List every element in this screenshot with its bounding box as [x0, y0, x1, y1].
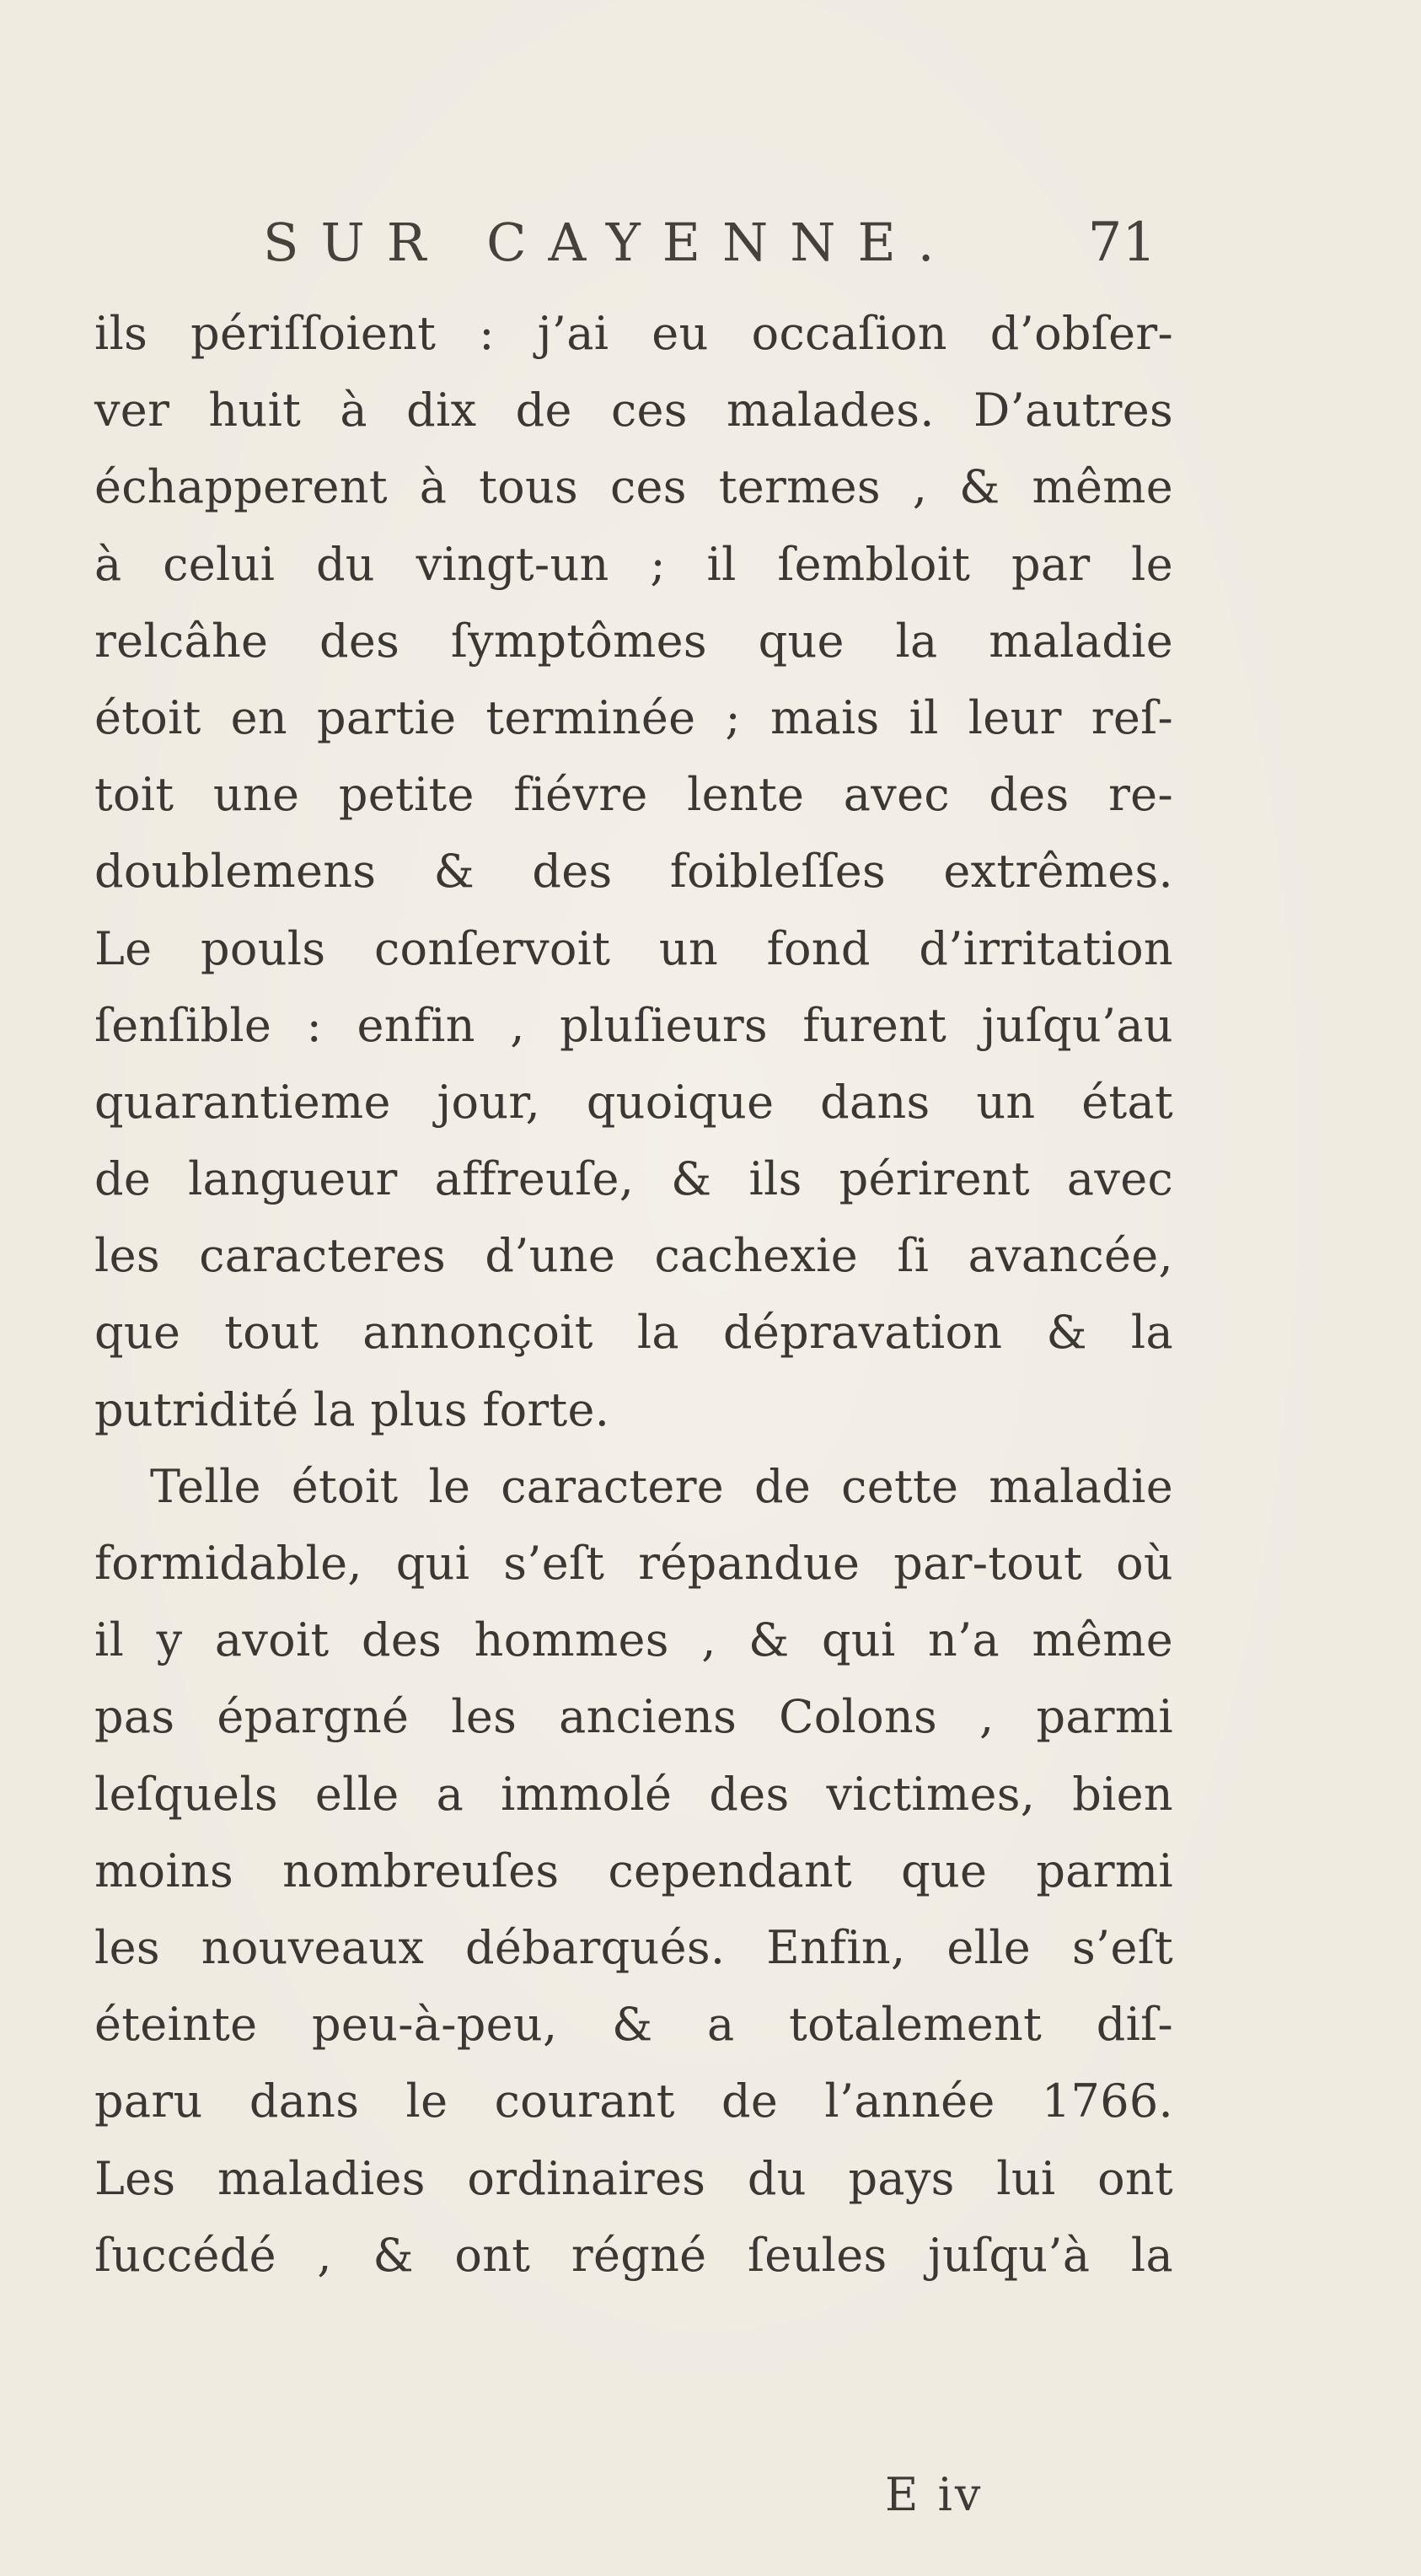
- page-number: 71: [1087, 212, 1156, 274]
- text-line: Le pouls conſervoit un fond d’irritation: [94, 921, 1173, 975]
- text-line: ils périſſoient : j’ai eu occaſion d’obſer-: [94, 307, 1173, 360]
- text-line: les nouveaux débarqués. Enfin, elle s’eſt: [94, 1920, 1173, 1974]
- signature-catchword: E iv: [885, 2468, 984, 2521]
- text-line: ſenſible : enfin , pluſieurs furent juſqu’au: [94, 998, 1173, 1052]
- text-line: ver huit à dix de ces malades. D’autres: [94, 384, 1173, 437]
- text-line: éteinte peu-à-peu, & a totalement diſ-: [94, 1998, 1173, 2052]
- text-line: moins nombreuſes cependant que parmi: [94, 1843, 1173, 1897]
- paragraph-end-line: putridité la plus forte.: [94, 1382, 610, 1436]
- text-line: ſuccédé , & ont régné ſeules juſqu’à la: [94, 2228, 1173, 2282]
- text-line: paru dans le courant de l’année 1766.: [94, 2074, 1173, 2128]
- text-line: échapperent à tous ces termes , & même: [94, 460, 1173, 514]
- text-line: à celui du vingt-un ; il ſembloit par le: [94, 537, 1173, 591]
- running-head: [263, 209, 1156, 276]
- text-line: que tout annonçoit la dépravation & la: [94, 1306, 1173, 1360]
- text-line: toit une petite fiévre lente avec des re-: [94, 768, 1173, 822]
- text-line: les caracteres d’une cachexie ſi avancée,: [94, 1229, 1173, 1283]
- text-line: il y avoit des hommes , & qui n’a même: [94, 1613, 1173, 1667]
- paragraph-start-line: Telle étoit le caractere de cette maladie: [150, 1459, 1173, 1513]
- text-line: pas épargné les anciens Colons , parmi: [94, 1690, 1173, 1744]
- body-text: [94, 295, 1173, 2294]
- text-line: de langueur affreuſe, & ils périrent avec: [94, 1152, 1173, 1206]
- text-line: relcâhe des ſymptômes que la maladie: [94, 614, 1173, 668]
- running-title: SUR CAYENNE.: [263, 212, 957, 273]
- text-line: doublemens & des foibleſſes extrêmes.: [94, 845, 1173, 899]
- text-line: leſquels elle a immolé des victimes, bien: [94, 1767, 1173, 1821]
- text-line: Les maladies ordinaires du pays lui ont: [94, 2151, 1173, 2205]
- text-line: étoit en partie terminée ; mais il leur reſ-: [94, 690, 1173, 744]
- text-line: quarantieme jour, quoique dans un état: [94, 1075, 1173, 1129]
- text-line: formidable, qui s’eſt répandue par-tout où: [94, 1537, 1173, 1590]
